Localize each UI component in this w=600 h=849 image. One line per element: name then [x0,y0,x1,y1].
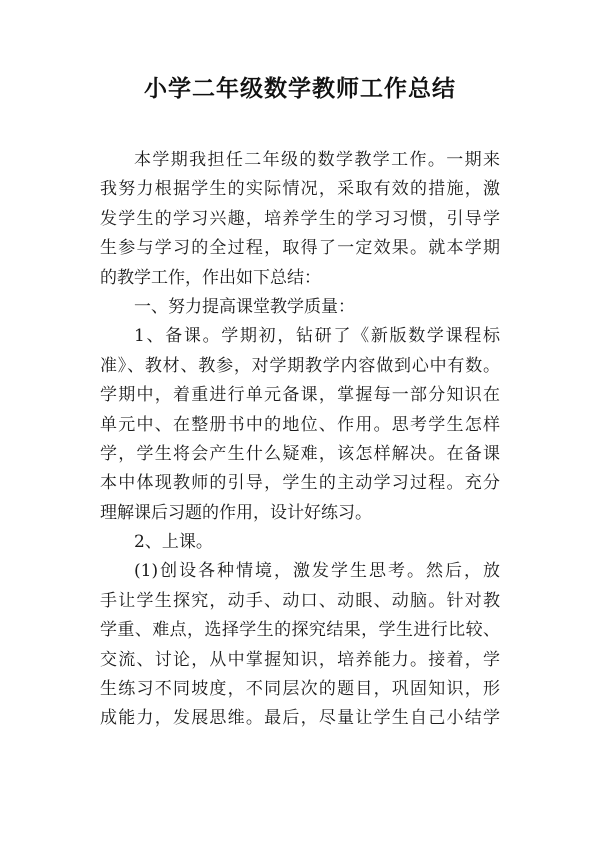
section-heading: 一、努力提高课堂教学质量： [134,296,355,317]
paragraph-line: 学重、难点，选择学生的探究结果，学生进行比较、 [100,620,500,641]
paragraph-line: 理解课后习题的作用，设计好练习。 [100,502,372,523]
paragraph-line: 我努力根据学生的实际情况，采取有效的措施，激 [100,179,500,200]
paragraph-line: 学，学生将会产生什么疑难，该怎样解决。在备课 [100,443,500,464]
subsection-heading: 2、上课。 [134,532,213,553]
paragraph-line: 本中体现教师的引导，学生的主动学习过程。充分 [100,473,500,494]
paragraph-line: 生练习不同坡度，不同层次的题目，巩固知识，形 [100,679,500,700]
paragraph-line: 的教学工作，作出如下总结： [100,267,321,288]
paragraph-line: 发学生的学习兴趣，培养学生的学习习惯，引导学 [100,208,500,229]
paragraph-line: 1、备课。学期初，钻研了《新版数学课程标 [134,326,500,347]
paragraph-line: 本学期我担任二年级的数学教学工作。一期来 [134,150,500,170]
paragraph-line: 学期中，着重进行单元备课，掌握每一部分知识在 [100,385,500,406]
document-title: 小学二年级数学教师工作总结 [144,76,456,102]
paragraph-line: 准》、教材、教参，对学期教学内容做到心中有数。 [100,355,500,376]
document-body [100,146,500,734]
paragraph-line: 交流、讨论，从中掌握知识，培养能力。接着，学 [100,649,500,670]
paragraph-line: 生参与学习的全过程，取得了一定效果。就本学期 [100,238,500,259]
paragraph-line: 手让学生探究，动手、动口、动眼、动脑。针对教 [100,590,500,611]
paragraph-line: 单元中、在整册书中的地位、作用。思考学生怎样 [100,414,500,435]
paragraph-line: 成能力，发展思维。最后，尽量让学生自己小结学 [100,708,500,729]
paragraph-line: (1)创设各种情境，激发学生思考。然后，放 [134,561,500,582]
